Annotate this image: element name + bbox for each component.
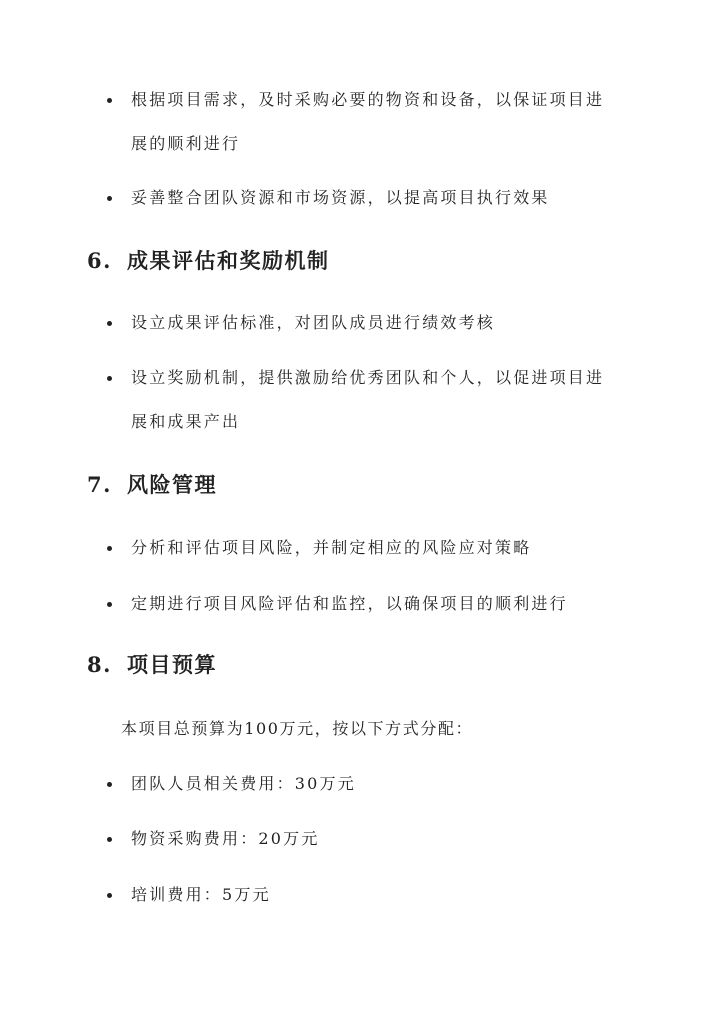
section-heading [87, 245, 330, 275]
bullet-dot [107, 893, 112, 898]
list-item-line: 妥善整合团队资源和市场资源，以提高项目执行效果 [131, 188, 550, 207]
section-number: 8. [87, 652, 112, 677]
section-number: 7. [87, 472, 112, 497]
section-number: 6. [87, 248, 112, 273]
list-item-text [131, 356, 631, 444]
list-item-line: 分析和评估项目风险，并制定相应的风险应对策略 [131, 538, 532, 557]
section-title: 风险管理 [127, 472, 217, 497]
list-item-text [131, 526, 631, 570]
bullet-dot [107, 376, 112, 381]
list-item-line: 设立成果评估标准，对团队成员进行绩效考核 [131, 313, 496, 332]
section-title: 项目预算 [127, 652, 217, 677]
list-item-text [131, 817, 631, 861]
section-heading [87, 469, 217, 499]
list-item-text [131, 762, 631, 806]
list-item-text [131, 582, 631, 626]
list-item-line: 根据项目需求，及时采购必要的物资和设备，以保证项目进 [131, 90, 605, 109]
paragraph: 本项目总预算为100万元，按以下方式分配： [121, 719, 474, 738]
bullet-dot [107, 321, 112, 326]
bullet-dot [107, 196, 112, 201]
list-item-text [131, 176, 631, 220]
list-item-line: 展的顺利进行 [131, 134, 241, 153]
section-heading [87, 649, 217, 679]
list-item-line: 定期进行项目风险评估和监控，以确保项目的顺利进行 [131, 594, 568, 613]
section-title: 成果评估和奖励机制 [127, 248, 330, 273]
list-item-line: 培训费用：5万元 [131, 885, 271, 904]
bullet-dot [107, 98, 112, 103]
list-item-text [131, 873, 631, 917]
list-item-line: 展和成果产出 [131, 412, 241, 431]
bullet-dot [107, 602, 112, 607]
bullet-dot [107, 782, 112, 787]
list-item-line: 团队人员相关费用：30万元 [131, 774, 356, 793]
bullet-dot [107, 546, 112, 551]
list-item-line: 设立奖励机制，提供激励给优秀团队和个人，以促进项目进 [131, 368, 605, 387]
bullet-dot [107, 837, 112, 842]
list-item-text [131, 301, 631, 345]
list-item-line: 物资采购费用：20万元 [131, 829, 320, 848]
list-item-text [131, 78, 631, 166]
